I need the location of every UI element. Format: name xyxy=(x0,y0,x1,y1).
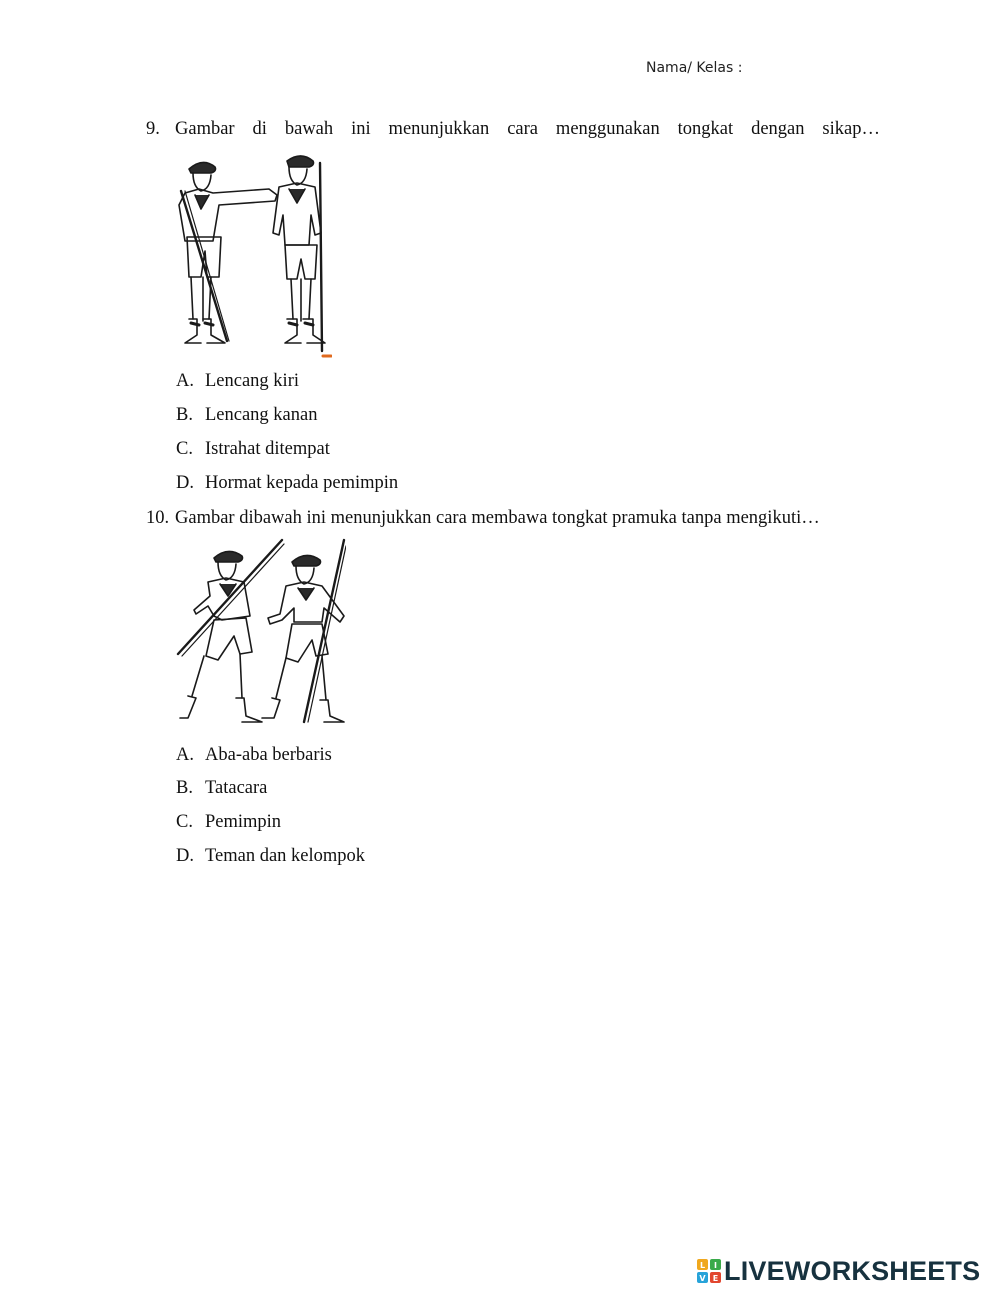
question-10-option-b[interactable] xyxy=(176,776,267,800)
option-letter: B. xyxy=(176,778,193,798)
option-text: Hormat kepada pemimpin xyxy=(205,473,399,493)
option-text: Pemimpin xyxy=(205,812,282,832)
scouts-marching-with-staff-illustration xyxy=(174,538,346,732)
question-9-text xyxy=(146,117,880,141)
liveworksheets-wordmark: LIVEWORKSHEETS xyxy=(724,1255,981,1286)
scouts-standing-with-staff-illustration xyxy=(175,151,332,361)
question-10-option-c[interactable] xyxy=(176,810,281,834)
svg-text:E: E xyxy=(712,1274,719,1283)
option-letter: A. xyxy=(176,745,194,765)
question-9-option-b[interactable] xyxy=(176,403,317,427)
option-letter: A. xyxy=(176,371,194,391)
option-text: Istrahat ditempat xyxy=(205,439,330,459)
question-10-text xyxy=(146,506,880,530)
question-stem: Gambar di bawah ini menunjukkan cara menggunakan tongkat dengan sikap… xyxy=(175,119,880,139)
svg-text:L: L xyxy=(699,1261,706,1270)
svg-text:I: I xyxy=(714,1261,717,1270)
svg-text:V: V xyxy=(699,1274,706,1283)
name-class-label: Nama/ Kelas : xyxy=(646,60,743,76)
option-letter: B. xyxy=(176,405,193,425)
question-number: 9. xyxy=(146,119,160,139)
option-text: Lencang kiri xyxy=(205,371,299,391)
liveworksheets-mark-icon xyxy=(697,1259,721,1283)
option-letter: C. xyxy=(176,439,193,459)
option-letter: D. xyxy=(176,846,194,866)
option-letter: D. xyxy=(176,473,194,493)
question-10-option-a[interactable] xyxy=(176,743,332,767)
question-9-option-c[interactable] xyxy=(176,437,330,461)
option-letter: C. xyxy=(176,812,193,832)
question-9-option-a[interactable] xyxy=(176,369,299,393)
question-10-option-d[interactable] xyxy=(176,844,365,868)
option-text: Tatacara xyxy=(205,778,268,798)
option-text: Aba-aba berbaris xyxy=(205,745,332,765)
option-text: Lencang kanan xyxy=(205,405,318,425)
question-stem: Gambar dibawah ini menunjukkan cara membawa tongkat pramuka tanpa mengikuti… xyxy=(175,508,820,528)
question-9-option-d[interactable] xyxy=(176,471,398,495)
question-number: 10. xyxy=(146,508,170,528)
option-text: Teman dan kelompok xyxy=(205,846,366,866)
liveworksheets-logo xyxy=(697,1255,980,1287)
